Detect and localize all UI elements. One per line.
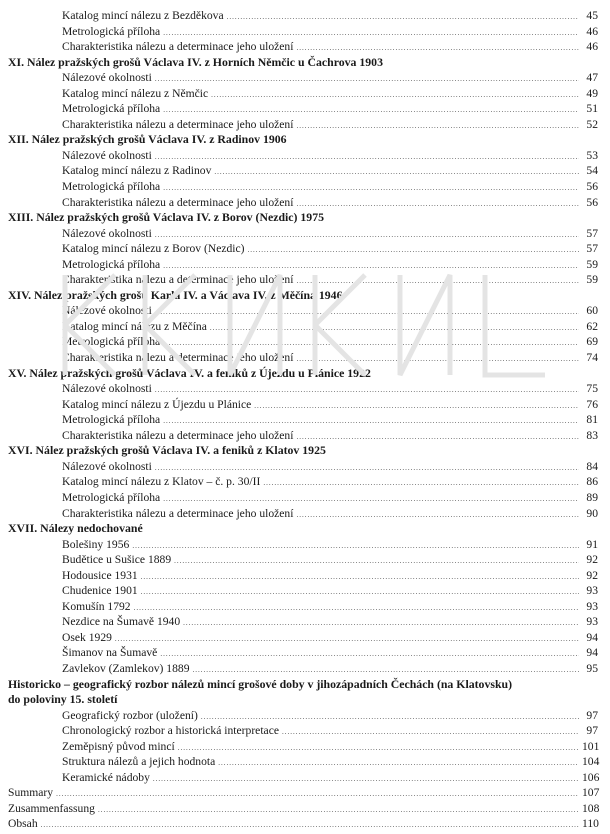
toc-entry-page: 62	[586, 319, 598, 333]
toc-entry-title: Chudenice 1901	[62, 584, 138, 598]
toc-entry-title: Charakteristika nálezu a determinace jeho uložení	[62, 428, 294, 442]
dot-leader	[296, 41, 579, 57]
toc-entry-page: 104	[582, 755, 600, 769]
toc-entry-title: Zeměpisný původ mincí	[62, 739, 175, 753]
section-heading: XVI. Nález pražských grošů Václava IV. a feniků z Klatov 1925	[8, 443, 326, 458]
toc-entry-page: 83	[586, 428, 598, 442]
toc-entry-page: 57	[586, 242, 598, 256]
toc-entry	[0, 599, 610, 615]
toc-entry-title: Zavlekov (Zamlekov) 1889	[62, 661, 190, 675]
toc-entry-title: Metrologická příloha	[62, 335, 161, 349]
toc-entry	[0, 754, 610, 770]
dot-leader	[296, 119, 579, 135]
toc-entry	[0, 381, 610, 397]
toc-entry	[0, 816, 610, 832]
toc-entry	[0, 770, 610, 786]
toc-entry	[0, 39, 610, 55]
dot-leader	[296, 274, 579, 290]
toc-entry-title: Charakteristika nálezu a determinace jeho uložení	[62, 117, 294, 131]
toc-entry-page: 93	[586, 599, 598, 613]
toc-entry	[0, 708, 610, 724]
toc-entry-page: 46	[586, 40, 598, 54]
toc-entry-page: 91	[586, 537, 598, 551]
section-heading: do poloviny 15. století	[8, 692, 118, 707]
section-heading: XIV. Nález pražských grošů Karla IV. a Václava IV. z Měčína 1946	[8, 287, 343, 302]
toc-entry-page: 57	[586, 226, 598, 240]
toc-entry-title: Metrologická příloha	[62, 257, 161, 271]
toc-entry-page: 56	[586, 195, 598, 209]
toc-entry-title: Bolešiny 1956	[62, 537, 130, 551]
toc-entry	[0, 428, 610, 444]
section-heading: XII. Nález pražských grošů Václava IV. z Radinov 1906	[8, 132, 287, 147]
toc-entry-title: Metrologická příloha	[62, 180, 161, 194]
toc-entry-page: 97	[586, 708, 598, 722]
toc-entry-page: 92	[586, 568, 598, 582]
toc-entry	[0, 257, 610, 273]
toc-entry	[0, 163, 610, 179]
toc-entry	[0, 24, 610, 40]
toc-entry-title: Charakteristika nálezu a determinace jeho uložení	[62, 195, 294, 209]
toc-entry-title: Charakteristika nálezu a determinace jeho uložení	[62, 273, 294, 287]
toc-entry	[0, 272, 610, 288]
toc-entry-page: 76	[586, 397, 598, 411]
toc-entry	[0, 334, 610, 350]
toc-entry-title: Hodousice 1931	[62, 568, 138, 582]
toc-entry-title: Osek 1929	[62, 630, 112, 644]
section-heading: XV. Nález pražských grošů Václava IV. a feniků z Újezdu u Plánice 1922	[8, 365, 371, 380]
toc-entry	[0, 397, 610, 413]
toc-entry	[0, 723, 610, 739]
toc-entry-page: 106	[582, 770, 600, 784]
toc-entry-page: 53	[586, 148, 598, 162]
toc-entry-page: 108	[582, 801, 600, 815]
toc-entry-title: Keramické nádoby	[62, 770, 150, 784]
toc-entry	[0, 506, 610, 522]
dot-leader	[193, 663, 580, 679]
toc-entry-page: 93	[586, 584, 598, 598]
toc-entry-title: Charakteristika nálezu a determinace jeho uložení	[62, 40, 294, 54]
section-heading: XI. Nález pražských grošů Václava IV. z Horních Němčic u Čachrova 1903	[8, 54, 383, 69]
toc-entry	[0, 226, 610, 242]
toc-entry-page: 75	[586, 382, 598, 396]
toc-entry	[0, 319, 610, 335]
toc-entry-page: 97	[586, 724, 598, 738]
dot-leader	[296, 352, 579, 368]
toc-entry-page: 107	[582, 786, 600, 800]
toc-entry-page: 59	[586, 257, 598, 271]
toc-entry-page: 60	[586, 304, 598, 318]
toc-entry-page: 81	[586, 413, 598, 427]
toc-entry-page: 49	[586, 86, 598, 100]
toc-entry-page: 101	[582, 739, 600, 753]
dot-leader	[296, 430, 579, 446]
toc-entry-title: Nálezové okolnosti	[62, 148, 152, 162]
toc-entry-title: Budětice u Sušice 1889	[62, 553, 172, 567]
toc-entry	[0, 179, 610, 195]
toc-entry-page: 54	[586, 164, 598, 178]
toc-entry-page: 59	[586, 273, 598, 287]
toc-entry-title: Nálezové okolnosti	[62, 304, 152, 318]
toc-entry-page: 92	[586, 553, 598, 567]
toc-entry	[0, 8, 610, 24]
toc-entry	[0, 101, 610, 117]
toc-entry-title: Charakteristika nálezu a determinace jeho uložení	[62, 506, 294, 520]
dot-leader	[296, 508, 579, 524]
toc-entry-page: 47	[586, 71, 598, 85]
toc-entry-page: 74	[586, 351, 598, 365]
toc-entry-title: Zusammenfassung	[8, 801, 95, 815]
toc-entry-title: Katalog mincí nálezu z Borov (Nezdic)	[62, 242, 245, 256]
toc-entry	[0, 474, 610, 490]
toc-entry-title: Nálezové okolnosti	[62, 71, 152, 85]
toc-entry-page: 86	[586, 475, 598, 489]
toc-entry-title: Summary	[8, 786, 54, 800]
toc-entry-page: 52	[586, 117, 598, 131]
toc-entry-title: Nálezové okolnosti	[62, 459, 152, 473]
toc-entry	[0, 86, 610, 102]
toc-entry-page: 51	[586, 102, 598, 116]
section-heading: XVII. Nálezy nedochované	[8, 521, 143, 536]
toc-entry-title: Metrologická příloha	[62, 490, 161, 504]
toc-entry-page: 94	[586, 630, 598, 644]
toc-entry	[0, 490, 610, 506]
toc-entry-title: Katalog mincí nálezu z Měčína	[62, 319, 207, 333]
toc-entry-title: Nálezové okolnosti	[62, 382, 152, 396]
toc-entry-title: Chronologický rozbor a historická interpretace	[62, 724, 279, 738]
toc-entry-page: 94	[586, 646, 598, 660]
toc-entry-title: Metrologická příloha	[62, 24, 161, 38]
dot-leader	[296, 197, 579, 213]
toc-entry-title: Katalog mincí nálezu z Radinov	[62, 164, 212, 178]
toc-entry	[0, 661, 610, 677]
toc-entry	[0, 148, 610, 164]
toc-entry-title: Charakteristika nálezu a determinace jeho uložení	[62, 351, 294, 365]
toc-entry	[0, 614, 610, 630]
toc-entry-title: Metrologická příloha	[62, 102, 161, 116]
dot-leader	[41, 818, 579, 834]
toc-entry-page: 69	[586, 335, 598, 349]
toc-entry	[0, 739, 610, 755]
toc-entry	[0, 70, 610, 86]
toc-entry	[0, 568, 610, 584]
toc-entry	[0, 583, 610, 599]
toc-entry-page: 45	[586, 9, 598, 22]
toc-entry-title: Katalog mincí nálezu z Klatov – č. p. 30/II	[62, 475, 261, 489]
toc-entry-title: Nezdice na Šumavě 1940	[62, 615, 181, 629]
toc-entry-page: 90	[586, 506, 598, 520]
toc-entry	[0, 630, 610, 646]
toc-entry	[0, 459, 610, 475]
section-heading: Historicko – geografický rozbor nálezů mincí grošové doby v jihozápadních Čechách (na Klatovsku)	[8, 676, 512, 691]
toc-entry-page: 95	[586, 661, 598, 675]
toc-entry	[0, 412, 610, 428]
toc-entry-page: 46	[586, 24, 598, 38]
toc-entry	[0, 241, 610, 257]
toc-entry-title: Obsah	[8, 817, 38, 831]
toc-entry	[0, 801, 610, 817]
table-of-contents	[0, 8, 610, 832]
toc-entry	[0, 785, 610, 801]
toc-entry	[0, 645, 610, 661]
toc-entry-page: 84	[586, 459, 598, 473]
toc-entry-title: Komušín 1792	[62, 599, 131, 613]
toc-entry-title: Struktura nálezů a jejich hodnota	[62, 755, 216, 769]
toc-entry	[0, 552, 610, 568]
toc-entry-title: Šimanov na Šumavě	[62, 646, 158, 660]
toc-entry-title: Nálezové okolnosti	[62, 226, 152, 240]
toc-entry-title: Katalog mincí nálezu z Bezděkova	[62, 9, 224, 22]
toc-entry	[0, 303, 610, 319]
toc-entry-title: Metrologická příloha	[62, 413, 161, 427]
toc-entry-title: Katalog mincí nálezu z Němčic	[62, 86, 209, 100]
toc-entry-page: 56	[586, 180, 598, 194]
toc-entry-page: 93	[586, 615, 598, 629]
toc-entry-title: Geografický rozbor (uložení)	[62, 708, 198, 722]
toc-entry	[0, 537, 610, 553]
section-heading: XIII. Nález pražských grošů Václava IV. z Borov (Nezdic) 1975	[8, 210, 324, 225]
toc-entry	[0, 117, 610, 133]
toc-entry-title: Katalog mincí nálezu z Újezdu u Plánice	[62, 397, 252, 411]
toc-entry	[0, 195, 610, 211]
toc-entry	[0, 350, 610, 366]
toc-entry-page: 110	[582, 817, 599, 831]
toc-entry-page: 89	[586, 490, 598, 504]
